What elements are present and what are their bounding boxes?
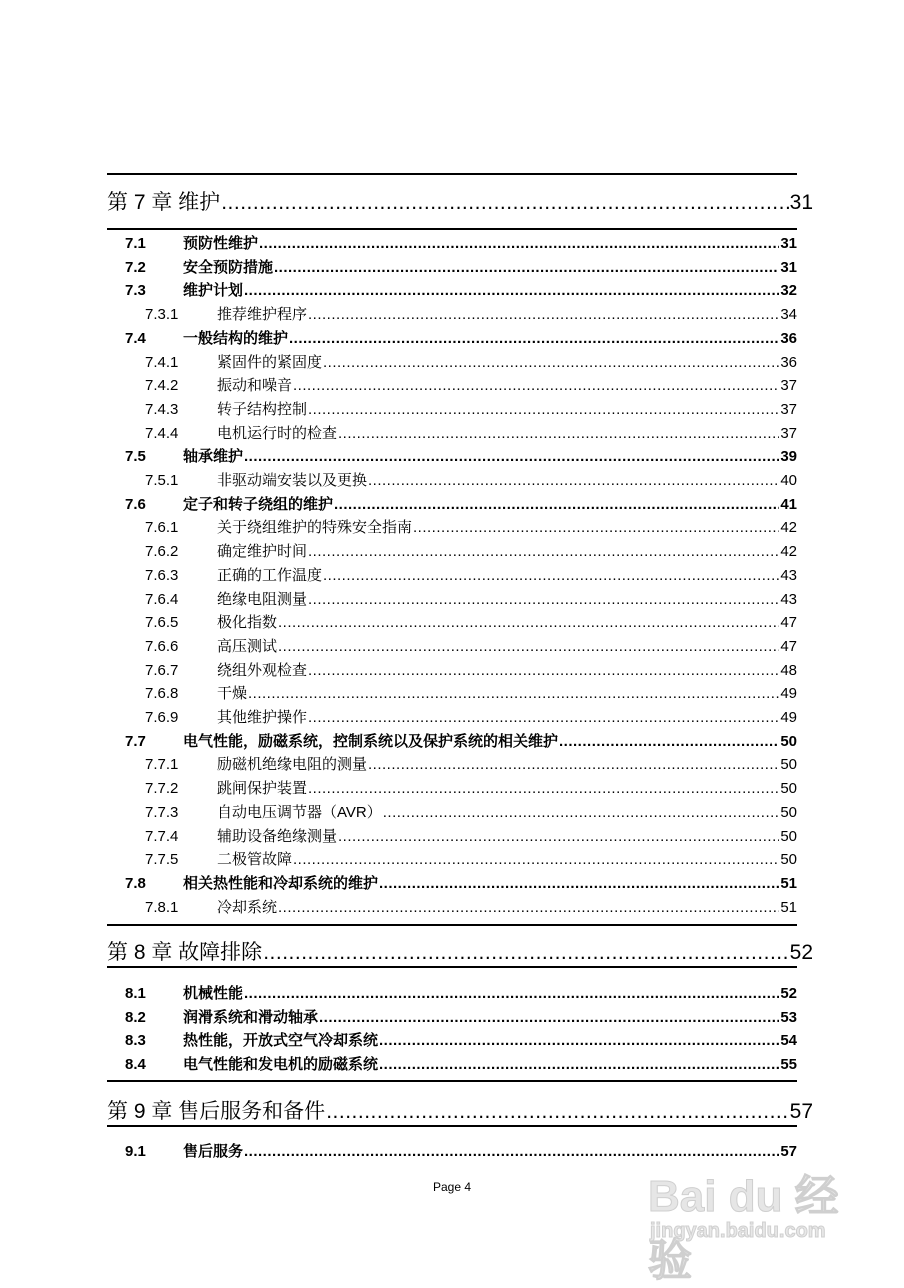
page-ref: 50 (780, 851, 797, 869)
section-number: 7.8.1 (145, 898, 179, 916)
page-ref: 37 (780, 424, 797, 442)
chapter-title: 第 7 章 维护 (107, 191, 221, 214)
dot-leader (368, 472, 779, 489)
page-ref: 47 (780, 637, 797, 655)
section-title: 电气性能，励磁系统，控制系统以及保护系统的相关维护 (183, 732, 559, 750)
chapter-title: 第 9 章 售后服务和备件 (107, 1100, 326, 1123)
divider-rule (107, 173, 797, 175)
page-ref: 52 (780, 985, 797, 1002)
dot-leader (308, 709, 779, 726)
section-number: 7.4.3 (145, 400, 179, 418)
toc-section-entry[interactable] (125, 1029, 797, 1050)
section-number: 7.4.2 (145, 377, 179, 395)
section-title: 机械性能 (183, 985, 244, 1002)
chapter-title: 第 8 章 故障排除 (107, 941, 263, 964)
toc-section-entry[interactable] (125, 493, 797, 514)
toc-section-entry[interactable] (125, 982, 797, 1003)
toc-section-entry[interactable] (145, 753, 797, 774)
page-number: Page 4 (432, 1180, 472, 1194)
section-title: 跳闸保护装置 (217, 780, 308, 798)
page-ref: 55 (780, 1056, 797, 1074)
toc-section-entry[interactable] (125, 279, 797, 300)
toc-section-entry[interactable] (145, 825, 797, 846)
dot-leader (248, 685, 779, 702)
section-number: 7.7.5 (145, 851, 179, 869)
page-ref: 42 (780, 543, 797, 561)
page-ref: 41 (780, 495, 797, 513)
page-ref: 31 (780, 235, 797, 252)
page-ref: 57 (780, 1143, 797, 1160)
section-title: 励磁机绝缘电阻的测量 (217, 756, 368, 774)
page-ref: 31 (780, 258, 797, 276)
dot-leader (263, 941, 788, 965)
section-number: 7.5 (125, 448, 146, 466)
page-ref: 50 (780, 803, 797, 821)
toc-section-entry[interactable] (145, 398, 797, 419)
dot-leader (323, 567, 779, 584)
page-ref: 52 (789, 941, 813, 964)
page-ref: 50 (780, 756, 797, 774)
section-title: 推荐维护程序 (217, 306, 308, 324)
section-title: 其他维护操作 (217, 709, 308, 726)
divider-rule (107, 924, 797, 926)
section-number: 7.6.6 (145, 637, 179, 655)
dot-leader (379, 875, 779, 892)
section-number: 7.6.9 (145, 709, 179, 726)
dot-leader (308, 591, 779, 608)
page-ref: 34 (780, 306, 797, 324)
page-ref: 53 (780, 1008, 797, 1026)
dot-leader (338, 828, 779, 845)
page-ref: 54 (780, 1032, 797, 1050)
page-ref: 32 (780, 282, 797, 300)
toc-chapter-entry[interactable] (107, 1095, 813, 1125)
section-number: 8.3 (125, 1032, 146, 1050)
toc-section-entry[interactable] (145, 540, 797, 561)
page-ref: 49 (780, 685, 797, 703)
section-title: 确定维护时间 (217, 543, 308, 561)
baidu-watermark-logo: Bai du 经验 jingyan.baidu.com (648, 1172, 839, 1285)
section-number: 7.7 (125, 732, 146, 750)
page-ref: 39 (780, 448, 797, 466)
toc-section-entry[interactable] (145, 469, 797, 490)
toc-section-entry[interactable] (145, 659, 797, 680)
dot-leader (293, 851, 779, 868)
section-title: 电气性能和发电机的励磁系统 (183, 1056, 379, 1074)
toc-chapter-entry[interactable] (107, 936, 813, 966)
section-title: 轴承维护 (183, 448, 244, 466)
section-number: 7.4.1 (145, 353, 179, 371)
page-ref: 31 (789, 191, 813, 214)
toc-section-entry[interactable] (125, 1006, 797, 1027)
dot-leader (244, 282, 779, 299)
toc-chapter-entry[interactable] (107, 186, 813, 216)
toc-section-entry[interactable] (145, 896, 797, 917)
dot-leader (368, 756, 779, 773)
toc-section-entry[interactable] (145, 516, 797, 537)
toc-section-entry[interactable] (145, 564, 797, 585)
toc-section-entry[interactable] (125, 872, 797, 893)
section-number: 7.7.2 (145, 780, 179, 798)
section-title: 安全预防措施 (183, 258, 274, 276)
section-number: 7.2 (125, 258, 146, 276)
section-number: 7.4.4 (145, 424, 179, 442)
page-ref: 36 (780, 353, 797, 371)
section-title: 转子结构控制 (217, 400, 308, 418)
section-number: 7.6.8 (145, 685, 179, 703)
dot-leader (278, 899, 779, 916)
dot-leader (308, 401, 779, 418)
toc-section-entry[interactable] (145, 351, 797, 372)
toc-section-entry[interactable] (125, 1053, 797, 1074)
toc-section-entry[interactable] (125, 445, 797, 466)
dot-leader (326, 1100, 788, 1124)
page-ref: 48 (780, 661, 797, 679)
dot-leader (319, 1009, 779, 1026)
toc-section-entry[interactable] (145, 682, 797, 703)
dot-leader (413, 519, 779, 536)
dot-leader (244, 985, 779, 1002)
dot-leader (289, 330, 779, 347)
section-number: 7.7.4 (145, 827, 179, 845)
toc-section-entry[interactable] (145, 303, 797, 324)
page-ref: 42 (780, 519, 797, 537)
toc-section-entry[interactable] (145, 635, 797, 656)
section-title: 紧固件的紧固度 (217, 353, 323, 371)
section-title: 售后服务 (183, 1143, 244, 1160)
toc-section-entry[interactable] (145, 588, 797, 609)
dot-leader (293, 377, 779, 394)
dot-leader (308, 780, 779, 797)
page-ref: 50 (780, 780, 797, 798)
toc-section-entry[interactable] (125, 232, 797, 253)
toc-section-entry[interactable] (125, 256, 797, 277)
dot-leader (278, 614, 779, 631)
page-ref: 49 (780, 709, 797, 726)
section-title: 冷却系统 (217, 898, 278, 916)
toc-section-entry[interactable] (145, 777, 797, 798)
page-ref: 51 (780, 898, 797, 916)
dot-leader (221, 191, 788, 215)
divider-rule (107, 228, 797, 230)
dot-leader (323, 354, 779, 371)
dot-leader (308, 306, 779, 323)
section-number: 7.7.3 (145, 803, 179, 821)
page-ref: 57 (789, 1100, 813, 1123)
section-number: 7.6.5 (145, 614, 179, 632)
dot-leader (278, 638, 779, 655)
divider-rule (107, 1125, 797, 1127)
toc-section-entry[interactable] (145, 374, 797, 395)
page-ref: 40 (780, 472, 797, 489)
page-ref: 37 (780, 377, 797, 395)
page-ref: 36 (780, 329, 797, 347)
section-number: 8.4 (125, 1056, 146, 1074)
section-title: 相关热性能和冷却系统的维护 (183, 874, 379, 892)
dot-leader (559, 733, 779, 750)
section-number: 7.6.7 (145, 661, 179, 679)
page-ref: 43 (780, 566, 797, 584)
toc-section-entry[interactable] (125, 730, 797, 751)
section-number: 9.1 (125, 1143, 146, 1160)
section-number: 7.6.1 (145, 519, 179, 537)
dot-leader (334, 496, 779, 513)
section-number: 7.1 (125, 235, 146, 252)
toc-section-entry[interactable] (145, 706, 797, 727)
dot-leader (379, 1032, 779, 1049)
section-title: 维护计划 (183, 282, 244, 300)
section-title: 极化指数 (217, 614, 278, 632)
section-number: 7.3.1 (145, 306, 179, 324)
section-title: 润滑系统和滑动轴承 (183, 1008, 319, 1026)
section-title: 电机运行时的检查 (217, 424, 338, 442)
section-title: 干燥 (217, 685, 248, 703)
section-number: 7.4 (125, 329, 146, 347)
dot-leader (383, 804, 780, 821)
section-title: 关于绕组维护的特殊安全指南 (217, 519, 413, 537)
section-title: 高压测试 (217, 637, 278, 655)
dot-leader (338, 425, 779, 442)
section-number: 7.6 (125, 495, 146, 513)
section-title: 二极管故障 (217, 851, 293, 869)
section-title: 辅助设备绝缘测量 (217, 827, 338, 845)
dot-leader (308, 543, 779, 560)
dot-leader (244, 448, 779, 465)
toc-section-entry[interactable] (145, 422, 797, 443)
dot-leader (274, 259, 779, 276)
page-ref: 51 (780, 874, 797, 892)
section-title: 自动电压调节器（AVR） (217, 803, 382, 821)
section-title: 定子和转子绕组的维护 (183, 495, 334, 513)
section-number: 8.2 (125, 1008, 146, 1026)
section-number: 7.7.1 (145, 756, 179, 774)
section-title: 非驱动端安装以及更换 (217, 472, 368, 489)
page-ref: 50 (780, 732, 797, 750)
dot-leader (259, 235, 779, 252)
toc-section-entry[interactable] (145, 801, 797, 822)
toc-section-entry[interactable] (145, 611, 797, 632)
page-ref: 50 (780, 827, 797, 845)
section-number: 7.6.4 (145, 590, 179, 608)
page-ref: 37 (780, 400, 797, 418)
section-title: 绕组外观检查 (217, 661, 308, 679)
divider-rule (107, 966, 797, 968)
dot-leader (379, 1056, 779, 1073)
toc-section-entry[interactable] (145, 848, 797, 869)
section-title: 正确的工作温度 (217, 566, 323, 584)
toc-section-entry[interactable] (125, 327, 797, 348)
section-title: 一般结构的维护 (183, 329, 289, 347)
section-title: 绝缘电阻测量 (217, 590, 308, 608)
section-title: 预防性维护 (183, 235, 259, 252)
page-ref: 43 (780, 590, 797, 608)
section-number: 7.6.2 (145, 543, 179, 561)
dot-leader (308, 662, 779, 679)
section-number: 7.6.3 (145, 566, 179, 584)
section-number: 7.5.1 (145, 472, 179, 489)
section-number: 8.1 (125, 985, 146, 1002)
divider-rule (107, 1080, 797, 1082)
section-number: 7.8 (125, 874, 146, 892)
page-ref: 47 (780, 614, 797, 632)
section-number: 7.3 (125, 282, 146, 300)
section-title: 热性能，开放式空气冷却系统 (183, 1032, 379, 1050)
section-title: 振动和噪音 (217, 377, 293, 395)
